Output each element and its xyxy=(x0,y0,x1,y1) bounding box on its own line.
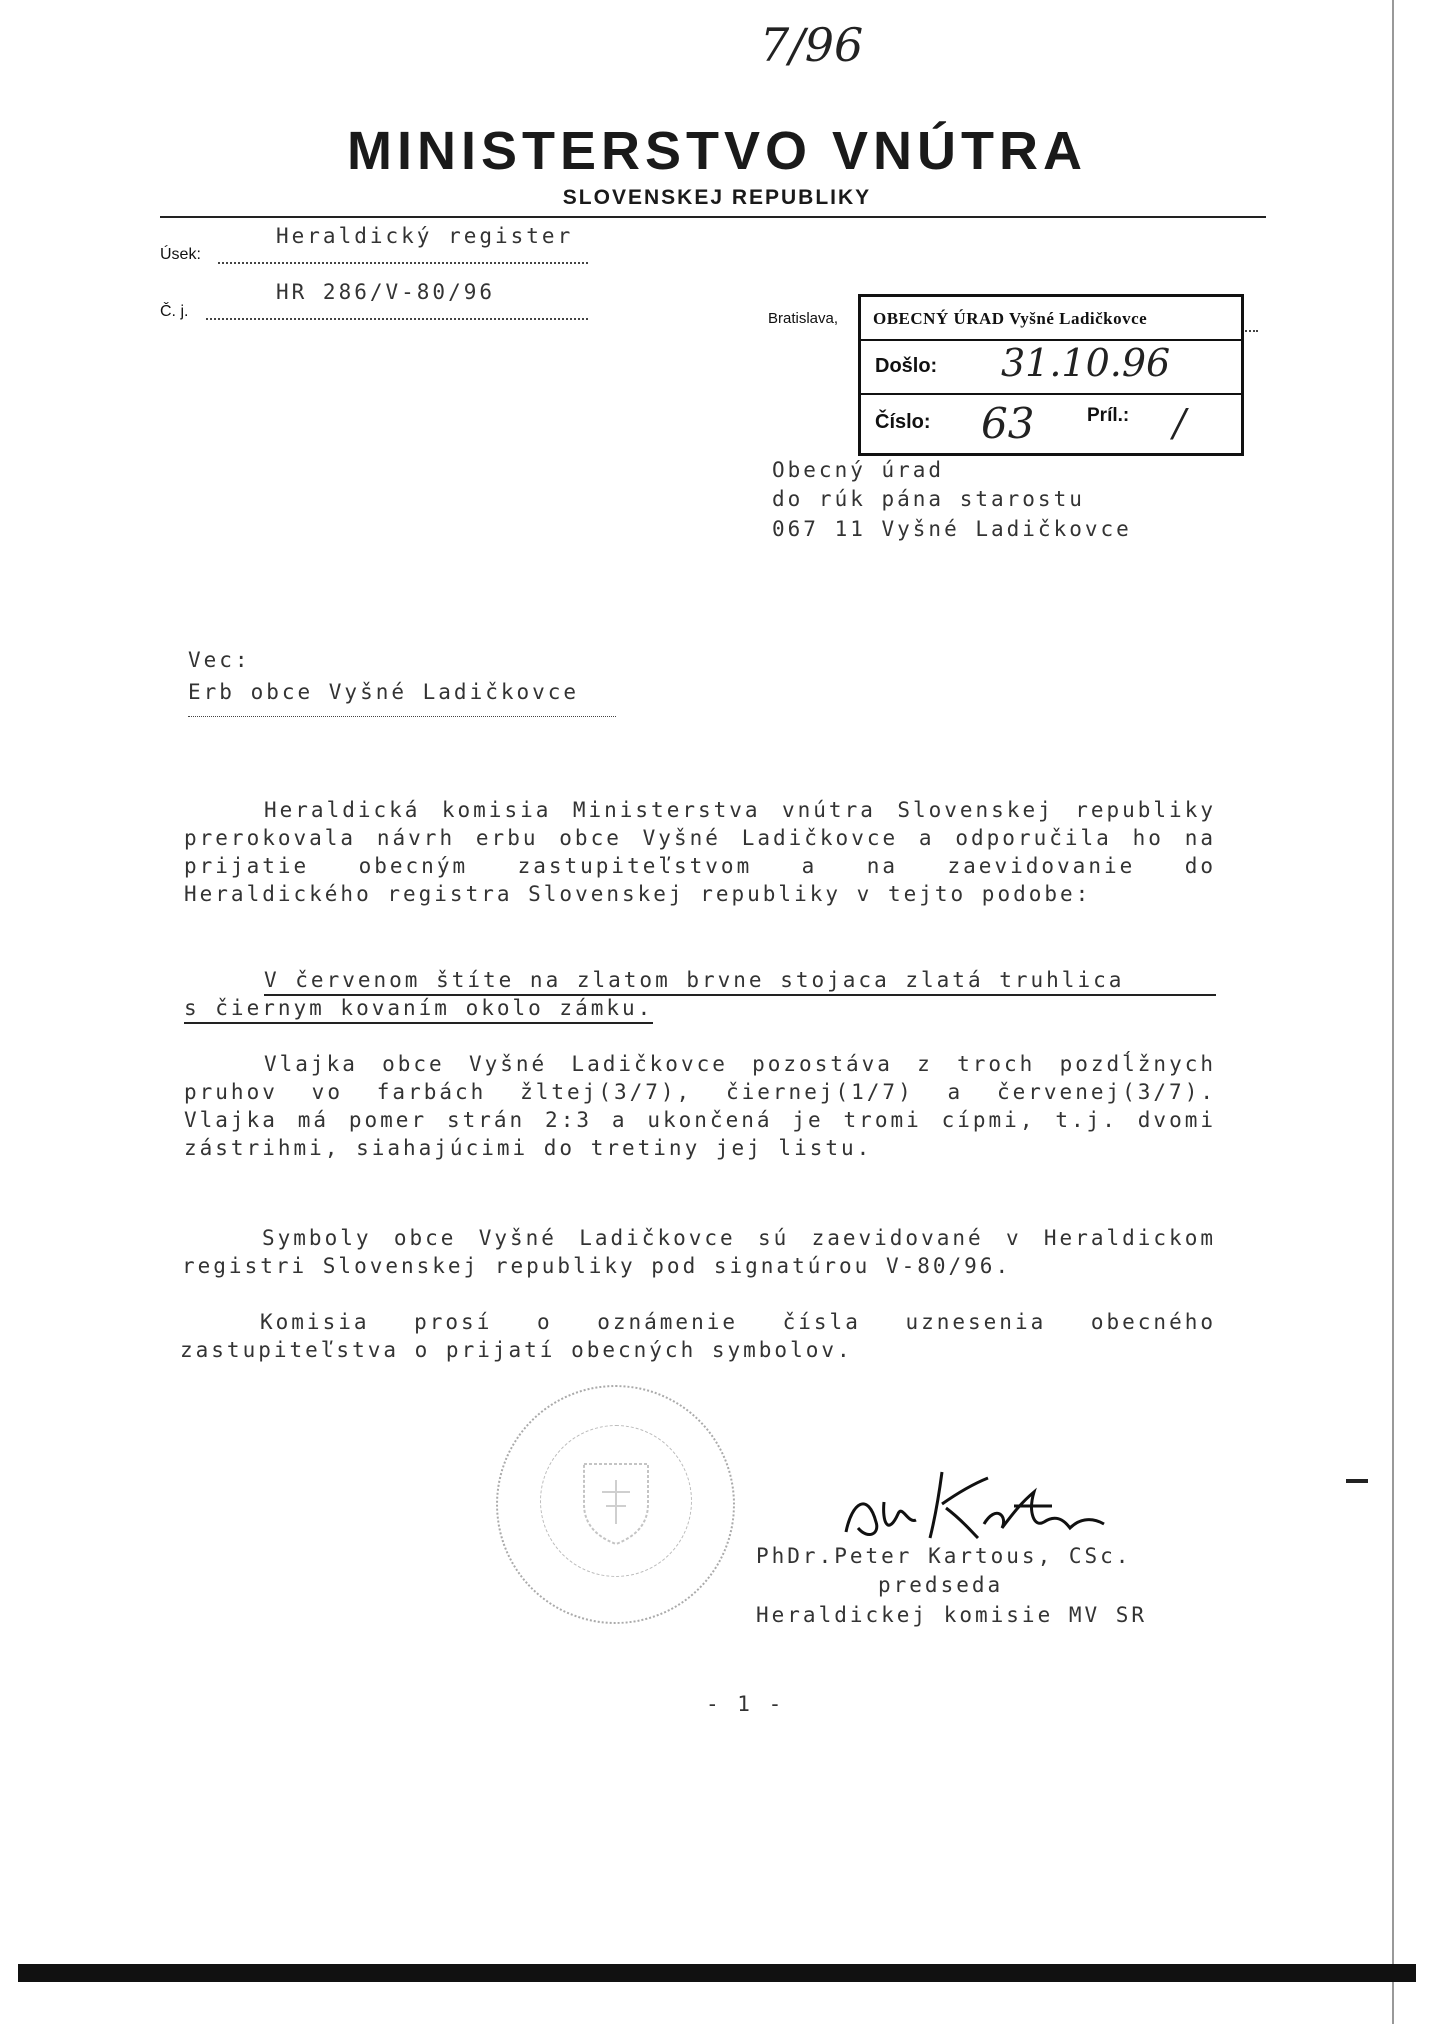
stamp-pril-value: / xyxy=(1173,401,1186,445)
signature-scribble xyxy=(838,1462,1118,1544)
body-paragraph-2: Vlajka obce Vyšné Ladičkovce pozostáva z troch pozdĺžnych pruhov vo farbách žltej(3/7), čiernej(1/7) a červenej(3/7). Vlajka má pomer strán 2:3 a ukončená je tromi cípmi, t.j. dvomi zástrihmi, siahajúcimi do tretiny jej listu. xyxy=(184,1052,1216,1160)
stamp-cislo-label: Číslo: xyxy=(875,411,931,433)
usek-value: Heraldický register xyxy=(276,224,574,248)
margin-mark xyxy=(1346,1479,1368,1483)
page-number: - 1 - xyxy=(706,1692,785,1716)
handwritten-reference: 7/96 xyxy=(760,18,864,72)
scan-binding-bar xyxy=(18,1964,1416,1982)
stamp-doslo-value: 31.10.96 xyxy=(1001,341,1171,385)
stamp-cislo-value: 63 xyxy=(981,399,1035,448)
recipient-line-3: 067 11 Vyšné Ladičkovce xyxy=(772,517,1132,541)
recipient-line-2: do rúk pána starostu xyxy=(772,487,1085,511)
header-rule xyxy=(160,216,1266,218)
subject-label: Vec: xyxy=(188,648,251,672)
coat-of-arms-icon xyxy=(578,1458,654,1548)
bratislava-label: Bratislava, xyxy=(768,310,839,327)
subject-dotted-line xyxy=(188,716,616,717)
signatory-role: predseda xyxy=(878,1573,1004,1597)
receipt-stamp xyxy=(858,294,1244,456)
signatory-body: Heraldickej komisie MV SR xyxy=(756,1603,1148,1627)
cj-value: HR 286/V-80/96 xyxy=(276,280,496,304)
recipient-line-1: Obecný úrad xyxy=(772,458,945,482)
body-paragraph-3: Symboly obce Vyšné Ladičkovce sú zaevidované v Heraldickom registri Slovenskej republiky pod signatúrou V-80/96. xyxy=(182,1226,1216,1278)
cj-dotted-line xyxy=(206,318,588,320)
usek-label: Úsek: xyxy=(160,246,201,263)
usek-dotted-line xyxy=(218,262,588,264)
body-paragraph-4: Komisia prosí o oznámenie čísla uznesenia obecného zastupiteľstva o prijatí obecných symbolov. xyxy=(180,1310,1216,1362)
cj-label: Č. j. xyxy=(160,303,189,320)
blazon-line-2: s čiernym kovaním okolo zámku. xyxy=(184,994,653,1024)
signatory-name: PhDr.Peter Kartous, CSc. xyxy=(756,1544,1132,1568)
stamp-doslo-label: Došlo: xyxy=(875,355,938,377)
ministry-subtitle: SLOVENSKEJ REPUBLIKY xyxy=(562,186,872,209)
scan-page-edge xyxy=(1392,0,1394,2024)
stamp-office-name: OBECNÝ ÚRAD Vyšné Ladičkovce xyxy=(873,309,1148,328)
subject-text: Erb obce Vyšné Ladičkovce xyxy=(188,680,580,704)
blazon-line-1: V červenom štíte na zlatom brvne stojaca zlatá truhlica xyxy=(264,966,1216,996)
stamp-pril-label: Príl.: xyxy=(1087,405,1130,426)
body-paragraph-1: Heraldická komisia Ministerstva vnútra Slovenskej republiky prerokovala návrh erbu obce Vyšné Ladičkovce a odporučila ho na prijatie obecným zastupiteľstvom a na zaevidovanie do Heraldického registra Slovenskej republiky v tejto podobe: xyxy=(184,798,1216,906)
ministry-title: MINISTERSTVO VNÚTRA xyxy=(346,121,1088,181)
